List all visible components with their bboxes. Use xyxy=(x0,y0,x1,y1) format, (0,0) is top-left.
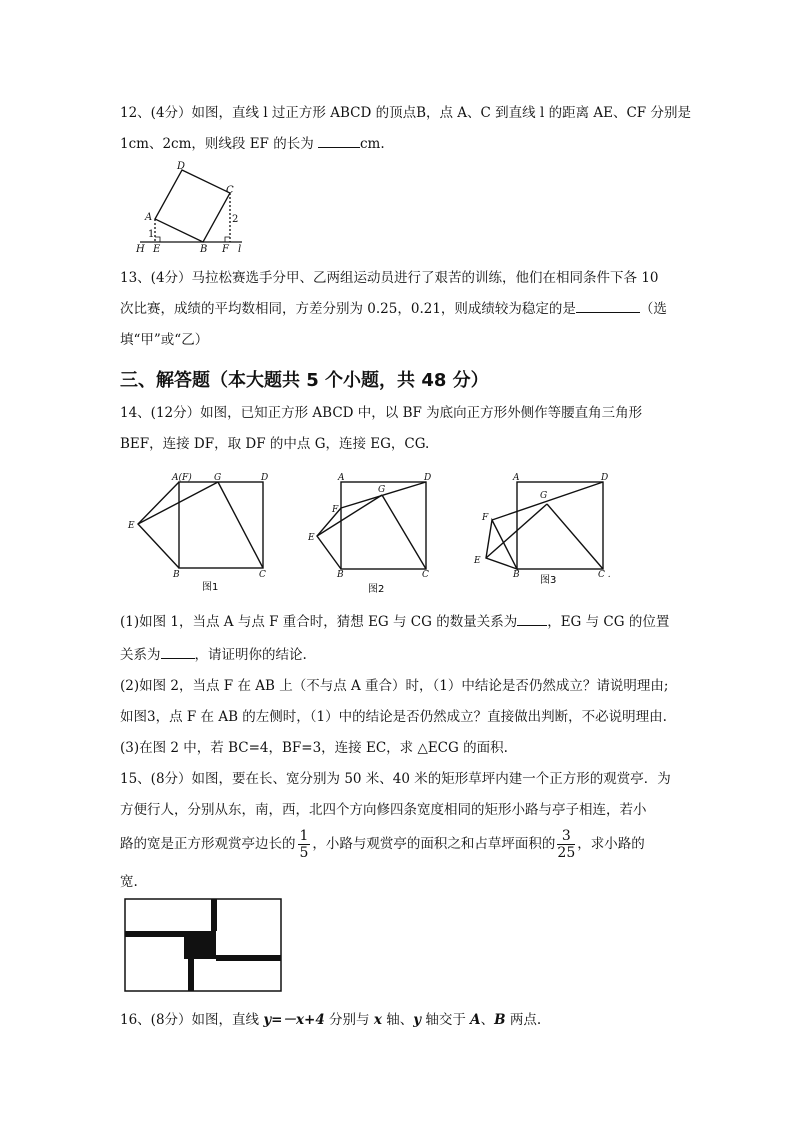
label-E: E xyxy=(128,521,135,531)
label-G: G xyxy=(540,491,548,501)
q12-line2b: cm. xyxy=(360,136,385,152)
label-A: A xyxy=(338,473,345,483)
q16-line1a: 16、(8分）如图，直线 xyxy=(120,1012,264,1028)
q16-line1f: 两点. xyxy=(505,1012,542,1028)
q16-B: B xyxy=(494,1012,506,1028)
label-E: E xyxy=(474,556,481,566)
q14-part3: (3)在图 2 中，若 BC=4，BF=3，连接 EC，求 △ECG 的面积. xyxy=(120,740,508,756)
q14-p1d: ，请证明你的结论. xyxy=(194,647,307,663)
label-E: E xyxy=(308,533,315,543)
label-F: F xyxy=(332,505,339,515)
label-l: l xyxy=(238,244,242,255)
q15-line3 xyxy=(120,827,645,861)
q16-line1 xyxy=(120,1011,541,1029)
q14-figure-3 xyxy=(472,470,622,595)
label-C: C xyxy=(226,185,234,196)
label-C: C xyxy=(259,570,266,580)
label-D: D xyxy=(261,473,269,483)
label-G: G xyxy=(214,473,222,483)
label-D: D xyxy=(177,161,186,172)
label-B: B xyxy=(200,244,208,255)
q15-line1: 15、(8分）如图，要在长、宽分别为 50 米、40 米的矩形草坪内建一个正方形的观赏亭．为 xyxy=(120,771,671,787)
label-C: C . xyxy=(598,570,611,580)
q13-line3: 填“甲”或“乙） xyxy=(120,332,209,348)
q14-part2-line2: 如图3，点 F 在 AB 的左侧时，（1）中的结论是否仍然成立？直接做出判断，不必说明理由. xyxy=(120,709,667,725)
label-1: 1 xyxy=(148,229,155,240)
q13-line2 xyxy=(120,300,667,318)
q13-line2b: （选 xyxy=(639,301,667,317)
q12-figure xyxy=(130,160,260,255)
q14-line1: 14、(12分）如图，已知正方形 ABCD 中，以 BF 为底向正方形外侧作等腰直角三角形 xyxy=(120,405,643,421)
q14-p1a: (1)如图 1，当点 A 与点 F 重合时，猜想 EG 与 CG 的数量关系为 xyxy=(120,614,518,630)
answer-blank xyxy=(517,625,547,626)
q13-line2a: 次比赛，成绩的平均数相同，方差分别为 0.25，0.21，则成绩较为稳定的是 xyxy=(120,301,576,317)
q15-line4: 宽. xyxy=(120,874,138,890)
q12-line1: 12、(4分）如图，直线 l 过正方形 ABCD 的顶点B，点 A、C 到直线 l 的距离 AE、CF 分别是 xyxy=(120,105,691,121)
section-heading: 三、解答题（本大题共 5 个小题，共 48 分） xyxy=(120,370,489,391)
caption-fig1: 图1 xyxy=(202,582,219,593)
q15-line3a: 路的宽是正方形观赏亭边长的 xyxy=(120,836,296,852)
q16-line1c: 轴、 xyxy=(381,1012,414,1028)
label-H: H xyxy=(136,244,145,255)
label-2: 2 xyxy=(232,214,239,225)
q12-line2a: 1cm、2cm，则线段 EF 的长为 xyxy=(120,136,318,152)
q16-A: A xyxy=(470,1012,481,1028)
label-C: C xyxy=(422,570,429,580)
caption-fig2: 图2 xyxy=(368,584,385,595)
q14-part1-line2 xyxy=(120,646,307,664)
q14-part2-line1: (2)如图 2，当点 F 在 AB 上（不与点 A 重合）时，（1）中结论是否仍然成立？请说明理由; xyxy=(120,678,669,694)
q15-line3b: ，小路与观赏亭的面积之和占草坪面积的 xyxy=(312,836,556,852)
q14-part1-line1 xyxy=(120,613,669,631)
q15-line3c: ，求小路的 xyxy=(577,836,645,852)
caption-fig3: 图3 xyxy=(540,575,557,586)
answer-blank xyxy=(161,658,195,659)
label-E: E xyxy=(153,244,161,255)
label-D: D xyxy=(601,473,609,483)
q14-line2: BEF，连接 DF，取 DF 的中点 G，连接 EG，CG. xyxy=(120,436,430,452)
answer-blank xyxy=(576,312,640,313)
label-F: F xyxy=(222,244,229,255)
label-D: D xyxy=(424,473,432,483)
q16-line1b: 分别与 xyxy=(324,1012,374,1028)
label-B: B xyxy=(173,570,180,580)
q16-x: x xyxy=(373,1012,382,1028)
q16-line1e: 、 xyxy=(480,1012,495,1028)
q16-equation: y=－x+4 xyxy=(263,1012,325,1028)
label-G: G xyxy=(378,485,386,495)
q16-y: y xyxy=(413,1012,422,1028)
label-F: F xyxy=(482,513,489,523)
q15-line2: 方便行人，分别从东，南，西，北四个方向修四条宽度相同的矩形小路与亭子相连，若小 xyxy=(120,802,647,818)
q16-line1d: 轴交于 xyxy=(421,1012,471,1028)
q14-figure-1 xyxy=(122,470,282,595)
label-AF: A(F) xyxy=(172,473,192,483)
q14-p1c: 关系为 xyxy=(120,647,161,663)
fraction-three-25ths: $\frac{3}{25}$ xyxy=(557,828,576,861)
q14-p1b: ，EG 与 CG 的位置 xyxy=(547,614,670,630)
label-B: B xyxy=(337,570,344,580)
q13-line1: 13、(4分）马拉松赛选手分甲、乙两组运动员进行了艰苦的训练，他们在相同条件下各 10 xyxy=(120,270,659,286)
answer-blank xyxy=(318,147,360,148)
q14-figure-2 xyxy=(308,470,443,595)
fraction-one-fifth: $\frac{1}{5}$ xyxy=(299,828,309,861)
label-A: A xyxy=(145,212,153,223)
label-B: B xyxy=(513,570,520,580)
label-A: A xyxy=(513,473,520,483)
q12-line2 xyxy=(120,135,385,153)
q15-lawn-figure xyxy=(122,897,284,995)
